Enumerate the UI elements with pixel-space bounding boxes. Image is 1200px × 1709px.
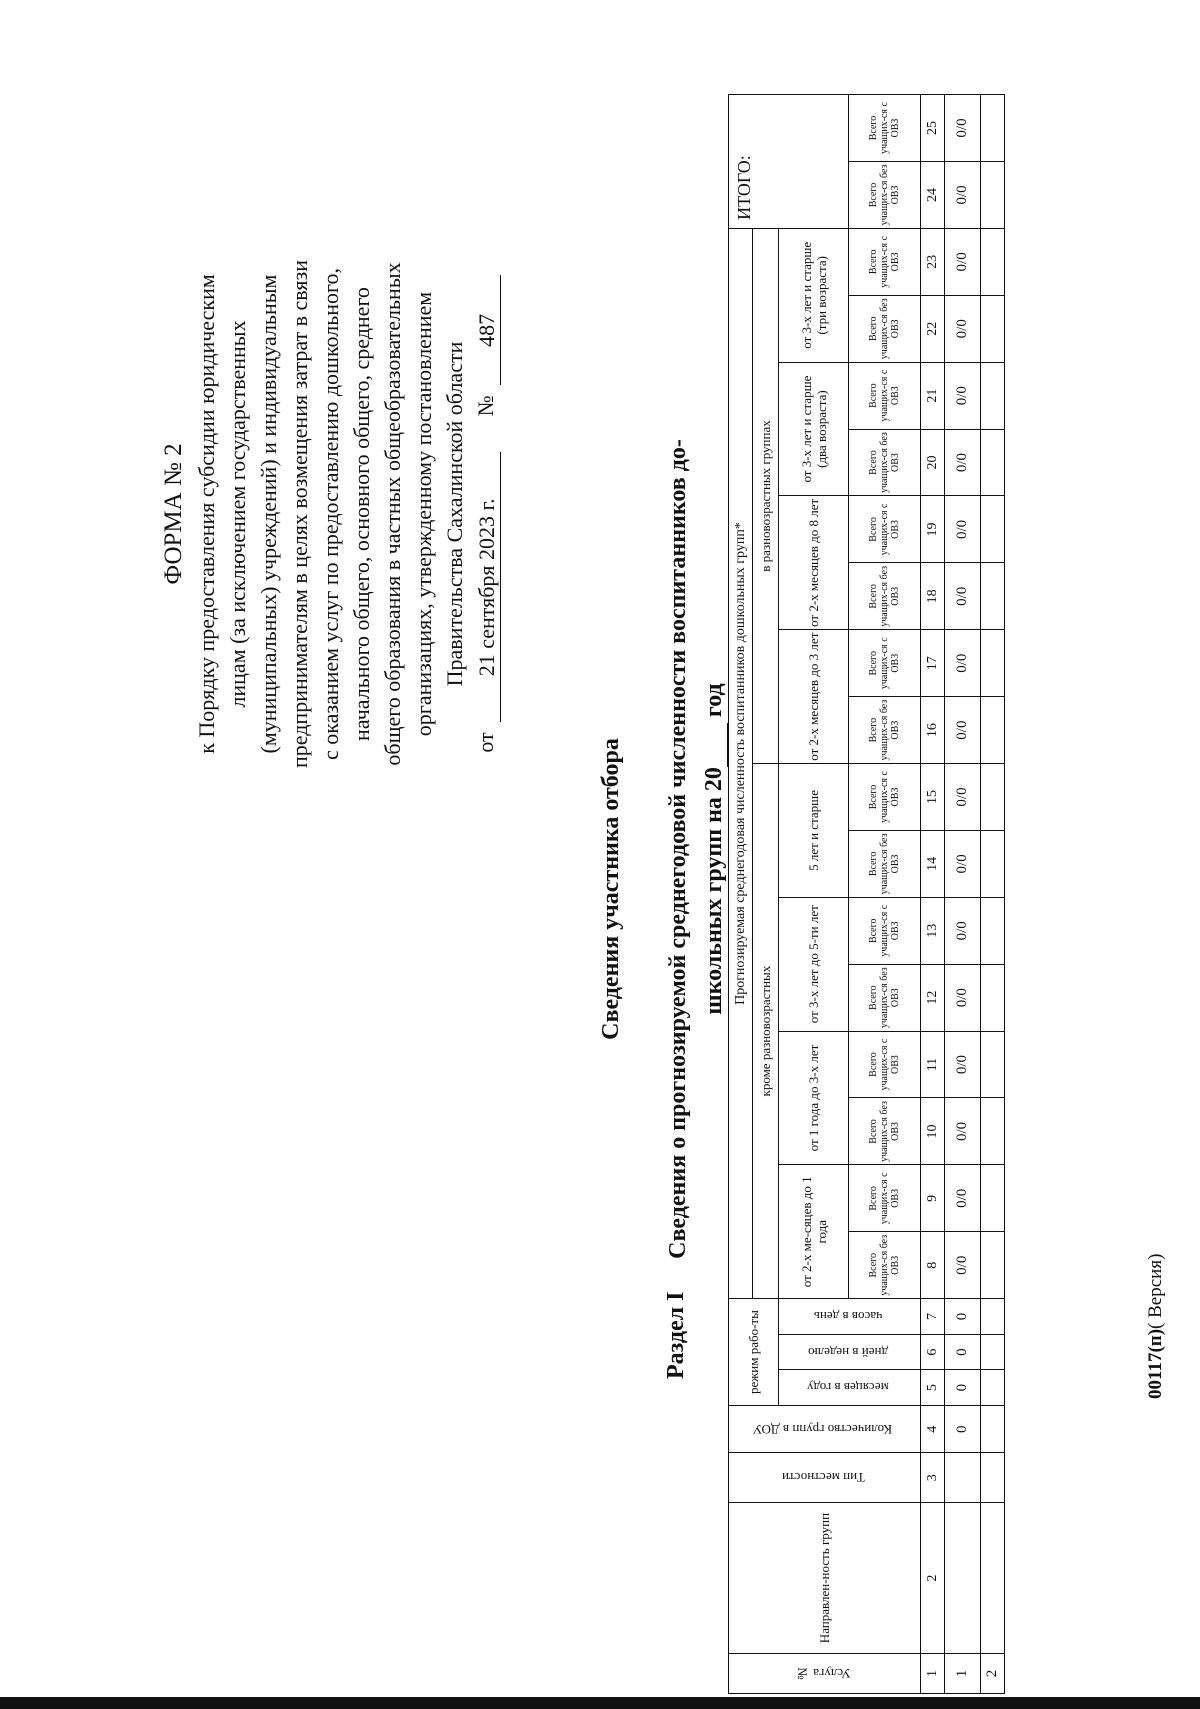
column-numbers-row xyxy=(921,95,945,1694)
table-cell: 0/0 xyxy=(945,764,981,831)
groups-count-header: Количество групп в ДОУ xyxy=(729,1405,921,1452)
table-cell: 0 xyxy=(945,1334,981,1370)
table-cell xyxy=(981,764,1005,831)
table-cell xyxy=(981,697,1005,764)
column-number-cell: 9 xyxy=(921,1165,945,1232)
table-cell xyxy=(981,1334,1005,1370)
without-ovz-header: Всего учащих-ся без ОВЗ xyxy=(849,162,921,229)
column-number-cell: 17 xyxy=(921,630,945,697)
column-number-cell: 20 xyxy=(921,429,945,496)
table-cell: 0/0 xyxy=(945,496,981,563)
column-number-cell: 24 xyxy=(921,162,945,229)
version-label: ( Версия) xyxy=(1145,1253,1166,1329)
without-ovz-header: Всего учащих-ся без ОВЗ xyxy=(849,1232,921,1299)
header-line: Правительства Сахалинской области xyxy=(442,341,467,687)
column-number-cell: 5 xyxy=(921,1370,945,1406)
header-line: предпринимателям в целях возмещения затрат в связи xyxy=(287,260,312,769)
table-cell: 0/0 xyxy=(945,964,981,1031)
column-number-cell: 2 xyxy=(921,1503,945,1654)
table-cell: 0/0 xyxy=(945,429,981,496)
section-label: Раздел I xyxy=(663,1291,689,1379)
column-number-cell: 6 xyxy=(921,1334,945,1370)
column-number-cell: 22 xyxy=(921,295,945,362)
direction-header: Направлен-ность групп xyxy=(729,1503,921,1654)
table-cell: 2 xyxy=(981,1654,1005,1694)
column-number-cell: 1 xyxy=(921,1654,945,1694)
table-cell xyxy=(981,563,1005,630)
header-line: (муниципальных) учреждений) и индивидуальным xyxy=(256,274,281,754)
months-header: месяцев в году xyxy=(779,1370,921,1406)
column-number-cell: 12 xyxy=(921,964,945,1031)
table-cell xyxy=(981,830,1005,897)
header-line: лицам (за исключением государственных xyxy=(225,320,250,708)
column-number-cell: 18 xyxy=(921,563,945,630)
without-ovz-header: Всего учащих-ся без ОВЗ xyxy=(849,563,921,630)
table-cell: 0/0 xyxy=(945,830,981,897)
table-cell xyxy=(981,1405,1005,1452)
hours-header: часов в день xyxy=(779,1299,921,1335)
table-cell: 0/0 xyxy=(945,697,981,764)
table-cell xyxy=(981,295,1005,362)
header-line: к Порядку предоставления субсидии юридическим xyxy=(194,274,219,754)
order-line xyxy=(470,194,501,834)
column-number-cell: 19 xyxy=(921,496,945,563)
subtitle-line-1: Сведения о прогнозируемой среднегодовой численности воспитанников до- xyxy=(665,439,691,1259)
table-cell: 0 xyxy=(945,1370,981,1406)
table-cell xyxy=(981,95,1005,162)
table-cell xyxy=(981,496,1005,563)
with-ovz-header: Всего учащих-ся с ОВЗ xyxy=(849,228,921,295)
column-number-cell: 25 xyxy=(921,95,945,162)
without-ovz-header: Всего учащих-ся без ОВЗ xyxy=(849,830,921,897)
table-cell xyxy=(981,1165,1005,1232)
without-ovz-header: Всего учащих-ся без ОВЗ xyxy=(849,964,921,1031)
table-cell xyxy=(981,1031,1005,1098)
except-mixed-header: кроме разновозрастных xyxy=(753,764,779,1299)
column-number-cell: 15 xyxy=(921,764,945,831)
form-code: 00117(п) xyxy=(1145,1328,1166,1399)
table-cell: 0/0 xyxy=(945,1098,981,1165)
scan-edge xyxy=(0,1697,1200,1709)
table-cell: 0/0 xyxy=(945,228,981,295)
footer-version xyxy=(1145,1254,1167,1399)
table-cell xyxy=(981,1299,1005,1335)
age-group-header: 5 лет и старше xyxy=(779,764,849,898)
table-cell: 0/0 xyxy=(945,295,981,362)
forecast-header: Прогнозируемая среднегодовая численность воспитанников дошкольных групп* xyxy=(729,228,753,1298)
without-ovz-header: Всего учащих-ся без ОВЗ xyxy=(849,295,921,362)
table-cell xyxy=(981,228,1005,295)
table-cell xyxy=(945,1453,981,1503)
with-ovz-header: Всего учащих-ся с ОВЗ xyxy=(849,1031,921,1098)
column-number-cell: 23 xyxy=(921,228,945,295)
column-number-cell: 16 xyxy=(921,697,945,764)
with-ovz-header: Всего учащих-ся с ОВЗ xyxy=(849,764,921,831)
table-cell xyxy=(981,1453,1005,1503)
table-cell: 0/0 xyxy=(945,1031,981,1098)
table-cell xyxy=(981,429,1005,496)
locality-header: Тип местности xyxy=(729,1453,921,1503)
with-ovz-header: Всего учащих-ся с ОВЗ xyxy=(849,897,921,964)
age-group-header: от 2-х ме-сяцев до 1 года xyxy=(779,1165,849,1299)
table-cell xyxy=(981,964,1005,1031)
column-number-cell: 10 xyxy=(921,1098,945,1165)
table-cell: 0/0 xyxy=(945,1165,981,1232)
column-number-cell: 11 xyxy=(921,1031,945,1098)
section-title: Сведения участника отбора xyxy=(598,738,624,1040)
column-number-cell: 8 xyxy=(921,1232,945,1299)
table-cell xyxy=(981,1098,1005,1165)
age-group-header: от 2-х месяцев до 3 лет xyxy=(779,630,849,764)
age-group-header: от 2-х месяцев до 8 лет xyxy=(779,496,849,630)
table-cell: 0 xyxy=(945,1299,981,1335)
column-number-cell: 4 xyxy=(921,1405,945,1452)
year-blank xyxy=(701,723,728,767)
column-number-cell: 3 xyxy=(921,1453,945,1503)
from-label: от xyxy=(473,732,498,753)
with-ovz-header: Всего учащих-ся с ОВЗ xyxy=(849,362,921,429)
mixed-header: в разновозрастных группах xyxy=(753,228,779,763)
with-ovz-header: Всего учащих-ся с ОВЗ xyxy=(849,496,921,563)
form-title: ФОРМА № 2 xyxy=(160,443,187,585)
table-cell xyxy=(981,630,1005,697)
table-row xyxy=(945,95,981,1694)
table-cell xyxy=(981,1232,1005,1299)
column-number-cell: 14 xyxy=(921,830,945,897)
table-cell: 0/0 xyxy=(945,563,981,630)
table-cell: 1 xyxy=(945,1654,981,1694)
order-date: 21 сентября 2023 г. xyxy=(474,452,501,722)
age-group-header: от 3-х лет до 5-ти лет xyxy=(779,897,849,1031)
header-line: организациях, утвержденному постановлением xyxy=(411,291,436,737)
with-ovz-header: Всего учащих-ся с ОВЗ xyxy=(849,95,921,162)
table-cell: 0/0 xyxy=(945,1232,981,1299)
column-number-cell: 21 xyxy=(921,362,945,429)
table-row xyxy=(981,95,1005,1694)
header-line: с оказанием услуг по предоставлению дошкольного, xyxy=(318,268,343,761)
forecast-table xyxy=(728,94,1005,1694)
table-cell xyxy=(981,897,1005,964)
header-line: общего образования в частных общеобразовательных xyxy=(380,262,405,766)
table-cell: 0 xyxy=(945,1405,981,1452)
age-group-header: от 1 года до 3-х лет xyxy=(779,1031,849,1165)
with-ovz-header: Всего учащих-ся с ОВЗ xyxy=(849,630,921,697)
table-cell: 0/0 xyxy=(945,95,981,162)
form-header xyxy=(158,194,501,834)
table-cell xyxy=(981,162,1005,229)
number-label: № xyxy=(473,395,498,417)
subtitle-line-2: школьных групп на 20 год xyxy=(701,683,727,1015)
age-group-header: от 3-х лет и старше (три возраста) xyxy=(779,228,849,362)
service-header: Услуга № xyxy=(729,1654,921,1694)
work-mode-header: режим рабо-ты xyxy=(729,1299,779,1406)
header-line: начального общего, основного общего, среднего xyxy=(349,287,374,741)
order-number: 487 xyxy=(474,275,501,385)
table-cell: 0/0 xyxy=(945,897,981,964)
days-header: дней в неделю xyxy=(779,1334,921,1370)
age-group-header: от 3-х лет и старше (два возраста) xyxy=(779,362,849,496)
table-cell: 0/0 xyxy=(945,630,981,697)
without-ovz-header: Всего учащих-ся без ОВЗ xyxy=(849,697,921,764)
table-cell xyxy=(981,1370,1005,1406)
table-cell xyxy=(981,362,1005,429)
table-cell xyxy=(981,1503,1005,1654)
section-subtitle xyxy=(660,309,732,1389)
total-header: ИТОГО: xyxy=(729,95,849,229)
without-ovz-header: Всего учащих-ся без ОВЗ xyxy=(849,1098,921,1165)
table-cell xyxy=(945,1503,981,1654)
table-cell: 0/0 xyxy=(945,162,981,229)
column-number-cell: 13 xyxy=(921,897,945,964)
table-cell: 0/0 xyxy=(945,362,981,429)
with-ovz-header: Всего учащих-ся с ОВЗ xyxy=(849,1165,921,1232)
column-number-cell: 7 xyxy=(921,1299,945,1335)
without-ovz-header: Всего учащих-ся без ОВЗ xyxy=(849,429,921,496)
